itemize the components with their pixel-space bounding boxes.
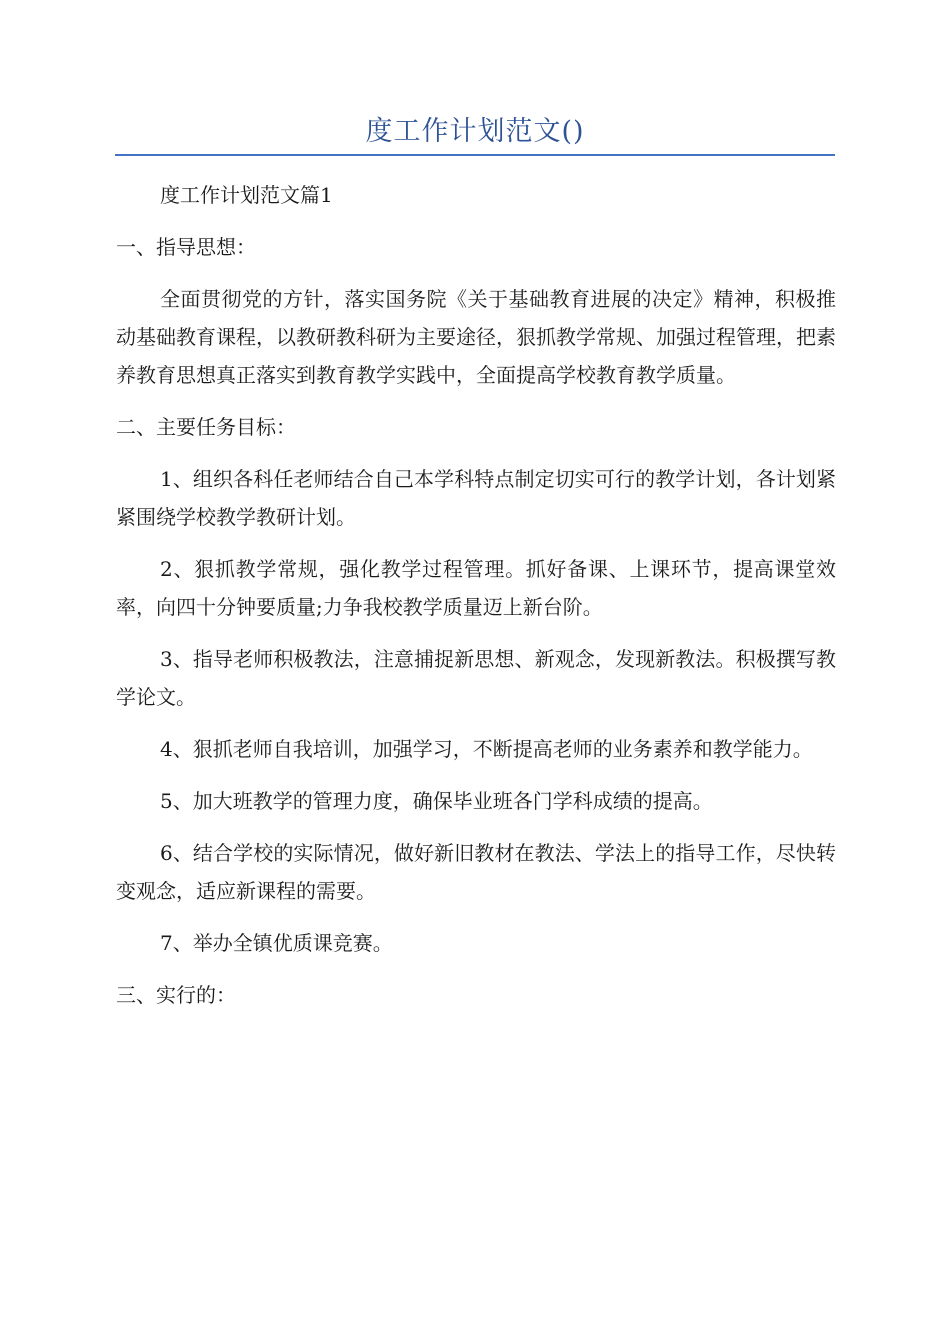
task-item: 5、加大班教学的管理力度，确保毕业班各门学科成绩的提高。 xyxy=(160,789,713,813)
document-body xyxy=(116,176,836,1028)
task-item: 2、狠抓教学常规，强化教学过程管理。抓好备课、上课环节，提高课堂效率，向四十分钟要质量;力争我校教学质量迈上新台阶。 xyxy=(116,557,836,619)
page-title: 度工作计划范文() xyxy=(365,116,585,147)
task-item: 4、狠抓老师自我培训，加强学习，不断提高老师的业务素养和教学能力。 xyxy=(160,737,813,761)
section-heading-main-tasks: 二、主要任务目标： xyxy=(116,415,296,439)
section-heading-implementation: 三、实行的： xyxy=(116,983,236,1007)
subtitle: 度工作计划范文篇1 xyxy=(160,183,333,207)
task-item: 7、举办全镇优质课竞赛。 xyxy=(160,931,393,955)
task-item: 6、结合学校的实际情况，做好新旧教材在教法、学法上的指导工作，尽快转变观念，适应新课程的需要。 xyxy=(116,841,836,903)
task-item: 1、组织各科任老师结合自己本学科特点制定切实可行的教学计划，各计划紧紧围绕学校教学教研计划。 xyxy=(116,467,836,529)
title-underline xyxy=(115,154,835,156)
section-heading-guiding-ideology: 一、指导思想： xyxy=(116,235,256,259)
section-paragraph: 全面贯彻党的方针，落实国务院《关于基础教育进展的决定》精神，积极推动基础教育课程，以教研教科研为主要途径，狠抓教学常规、加强过程管理，把素养教育思想真正落实到教育教学实践中，全面提高学校教育教学质量。 xyxy=(116,287,836,387)
task-item: 3、指导老师积极教法，注意捕捉新思想、新观念，发现新教法。积极撰写教学论文。 xyxy=(116,647,836,709)
